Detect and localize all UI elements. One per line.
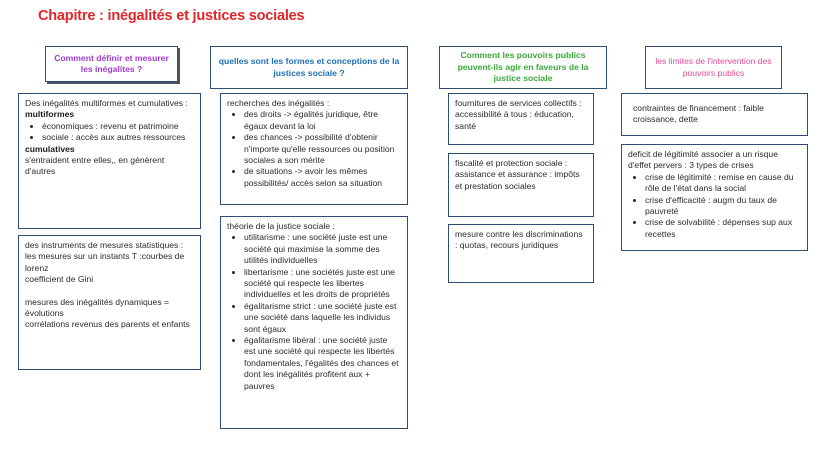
list-item: • des chances -> possibilité d'obtenir n'importe qu'elle ressources ou position sociales a son mérite	[244, 132, 401, 166]
recherches-intro: recherches des inégalités :	[227, 98, 330, 108]
header-formes-justice	[210, 46, 408, 89]
header-pouvoirs-publics	[439, 46, 607, 89]
multiformes-intro: Des inégalités multiformes et cumulatives :	[25, 98, 188, 108]
box-fiscalite-protection	[448, 153, 594, 217]
box-deficit-legitimite	[621, 144, 808, 251]
theorie-intro: théorie de la justice sociale :	[227, 221, 335, 231]
header-definir	[45, 46, 178, 82]
list-item: • libertarisme : une sociétés juste est une société qui respecte les libertes individuelles et les droits de propriétés	[244, 267, 401, 301]
list-item: • sociale : accès aux autres ressources	[42, 132, 194, 143]
crises-list	[628, 172, 801, 240]
box-inegalites-multiformes	[18, 93, 201, 229]
list-item: • des droits -> égalités juridique, être égaux devant la loi	[244, 109, 401, 132]
box-theorie-justice	[220, 216, 408, 429]
multiformes-list	[25, 121, 194, 144]
box-recherches-inegalites	[220, 93, 408, 205]
discriminations-text: mesure contre les discriminations : quotas, recours juridiques	[455, 229, 583, 251]
term-cumulatives: cumulatives	[25, 143, 75, 154]
list-item: • crise de légitimité : remise en cause du rôle de l'état dans la social	[645, 172, 801, 195]
header-limites-text: les limites de l'intervention des pouvoirs publics	[655, 56, 772, 78]
spacer	[25, 286, 194, 297]
box-instruments-mesure	[18, 235, 201, 370]
text-line: mesures des inégalités dynamiques = évolutions	[25, 296, 170, 319]
recherches-list	[227, 109, 401, 189]
contraintes-text: contraintes de financement : faible croissance, dette	[633, 103, 764, 125]
list-item: • de situations -> avoir les mêmes possibilités/ accès selon sa situation	[244, 166, 401, 189]
box-contraintes-financement	[621, 93, 808, 136]
header-formes-justice-text: quelles sont les formes et conceptions de la justices sociale ?	[218, 56, 400, 78]
box-discriminations	[448, 224, 594, 283]
list-item: • crise de solvabilité : dépenses sup aux recettes	[645, 217, 801, 240]
header-definir-text: Comment définir et mesurer les inégalites ?	[54, 52, 169, 74]
list-item: • égalitarisme libéral : une société juste est une société qui respecte les libertés fondamentales, l'égalités des chances et dont les inégalités profitent aux + pauvres	[244, 335, 401, 392]
deficit-intro: deficit de légitimité associer a un risque d'effet pervers : 3 types de crises	[628, 149, 778, 171]
text-line: coefficient de Gini	[25, 274, 94, 285]
cumulatives-outro: s'entraident entre elles,, en génèrent d'autres	[25, 155, 165, 177]
text-line: corrélations revenus des parents et enfants	[25, 319, 190, 330]
text-line: les mesures sur un instants T :courbes de lorenz	[25, 251, 185, 273]
term-multiformes: multiformes	[25, 109, 75, 120]
theorie-list	[227, 232, 401, 392]
page-title: Chapitre : inégalités et justices sociales	[38, 8, 305, 24]
text-line: des instruments de mesures statistiques :	[25, 240, 184, 250]
list-item: • égalitarisme strict : une société juste est une société dans laquelle les individus sont égaux	[244, 301, 401, 335]
list-item: • crise d'efficacité : augm du taux de pauvreté	[645, 195, 801, 218]
services-collectifs-text: fournitures de services collectifs : accessibilité à tous : éducation, santé	[455, 98, 582, 131]
header-limites	[645, 46, 782, 89]
header-pouvoirs-publics-text: Comment les pouvoirs publics peuvent-ils agir en faveurs de la justice sociale	[457, 50, 589, 84]
list-item: • utilitarisme : une société juste est une société qui maximise la somme des utilités individuelles	[244, 232, 401, 266]
list-item: • économiques : revenu et patrimoine	[42, 121, 194, 132]
box-services-collectifs	[448, 93, 594, 145]
fiscalite-text: fiscalité et protection sociale : assistance et assurance : impôts et prestation sociales	[455, 158, 580, 191]
